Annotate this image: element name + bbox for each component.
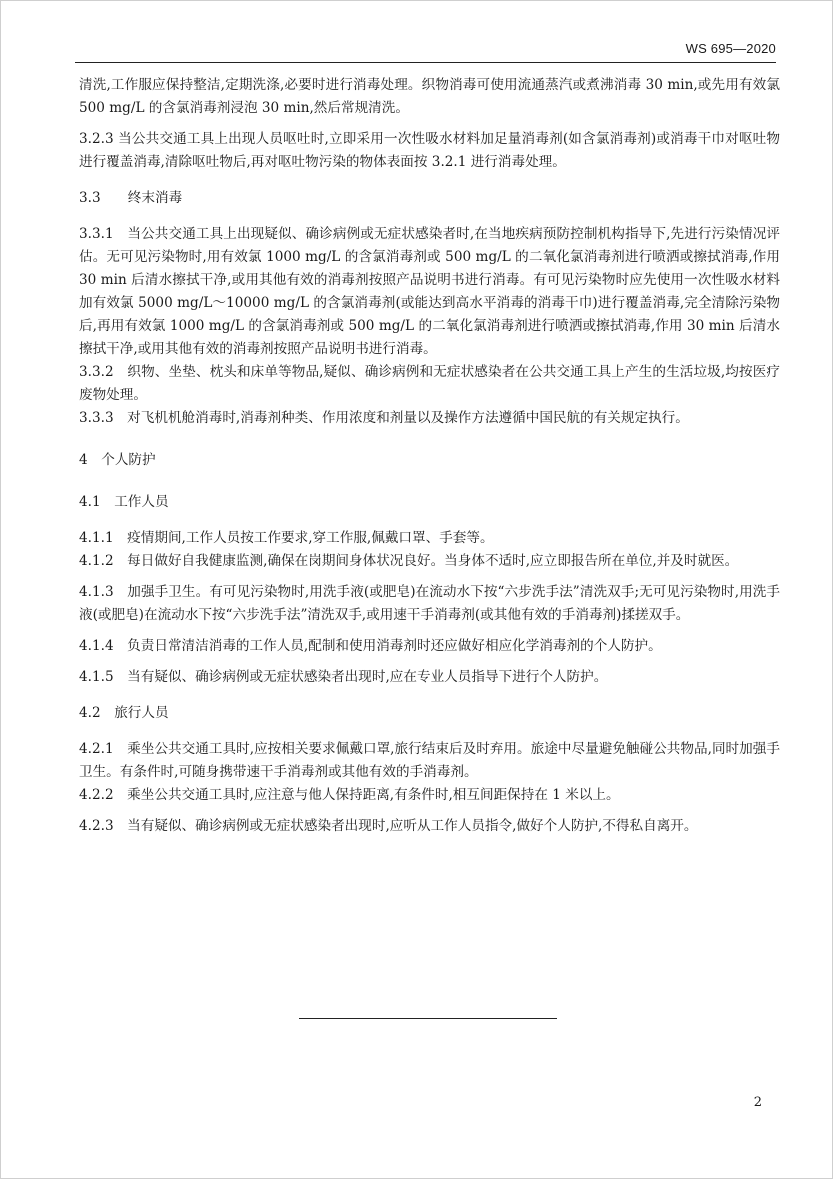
paragraph-4-1-3: 4.1.3 加强手卫生。有可见污染物时,用洗手液(或肥皂)在流动水下按“六步洗手法”清洗双手;无可见污染物时,用洗手液(或肥皂)在流动水下按“六步洗手法”清洗双手,或用速干手消毒剂(或其他有效的手消毒剂)揉搓双手。 bbox=[79, 584, 780, 623]
paragraph-4-2-1: 4.2.1 乘坐公共交通工具时,应按相关要求佩戴口罩,旅行结束后及时弃用。旅途中尽量避免触碰公共物品,同时加强手卫生。有条件时,可随身携带速干手消毒剂或其他有效的手消毒剂。 bbox=[79, 741, 780, 780]
paragraph-4-1-4: 4.1.4 负责日常清洁消毒的工作人员,配制和使用消毒剂时还应做好相应化学消毒剂的个人防护。 bbox=[79, 638, 662, 654]
heading-3-3: 3.3 终末消毒 bbox=[79, 190, 183, 206]
chapter-4-heading: 4 个人防护 bbox=[79, 452, 156, 468]
document-body bbox=[79, 74, 780, 838]
heading-4-1: 4.1 工作人员 bbox=[79, 494, 169, 510]
page-number: 2 bbox=[753, 1095, 762, 1110]
paragraph-3-3-2: 3.3.2 织物、坐垫、枕头和床单等物品,疑似、确诊病例和无症状感染者在公共交通工具上产生的生活垃圾,均按医疗废物处理。 bbox=[79, 364, 780, 403]
paragraph-3-2-2-continued: 清洗,工作服应保持整洁,定期洗涤,必要时进行消毒处理。织物消毒可使用流通蒸汽或煮沸消毒 30 min,或先用有效氯 500 mg/L 的含氯消毒剂浸泡 30 min,然后常规清洗。 bbox=[79, 77, 780, 116]
end-of-document-rule bbox=[299, 1018, 557, 1019]
paragraph-3-3-3: 3.3.3 对飞机机舱消毒时,消毒剂种类、作用浓度和剂量以及操作方法遵循中国民航的有关规定执行。 bbox=[79, 410, 689, 426]
paragraph-3-3-1: 3.3.1 当公共交通工具上出现疑似、确诊病例或无症状感染者时,在当地疾病预防控制机构指导下,先进行污染情况评估。无可见污染物时,用有效氯 1000 mg/L 的含氯消毒剂或 500 mg/L 的二氧化氯消毒剂进行喷洒或擦拭消毒,作用 30 min 后清水擦拭干净,或用其他有效的消毒剂按照产品说明书进行消毒。有可见污染物时应先使用一次性吸水材料加有效氯 5000 mg/L～10000 mg/L 的含氯消毒剂(或能达到高水平消毒的消毒干巾)进行覆盖消毒,完全清除污染物后,再用有效氯 1000 mg/L 的含氯消毒剂或 500 mg/L 的二氧化氯消毒剂进行喷洒或擦拭消毒,作用 30 min 后清水擦拭干净,或用其他有效的消毒剂按照产品说明书进行消毒。 bbox=[79, 226, 780, 357]
paragraph-4-1-1: 4.1.1 疫情期间,工作人员按工作要求,穿工作服,佩戴口罩、手套等。 bbox=[79, 530, 494, 546]
paragraph-4-2-3: 4.2.3 当有疑似、确诊病例或无症状感染者出现时,应听从工作人员指令,做好个人防护,不得私自离开。 bbox=[79, 818, 698, 834]
header-rule bbox=[75, 62, 776, 63]
paragraph-3-2-3: 3.2.3 当公共交通工具上出现人员呕吐时,立即采用一次性吸水材料加足量消毒剂(如含氯消毒剂)或消毒干巾对呕吐物进行覆盖消毒,清除呕吐物后,再对呕吐物污染的物体表面按 3.2.1 进行消毒处理。 bbox=[79, 131, 780, 170]
paragraph-4-2-2: 4.2.2 乘坐公共交通工具时,应注意与他人保持距离,有条件时,相互间距保持在 1 米以上。 bbox=[79, 787, 620, 803]
paragraph-4-1-5: 4.1.5 当有疑似、确诊病例或无症状感染者出现时,应在专业人员指导下进行个人防护。 bbox=[79, 669, 608, 685]
heading-4-2: 4.2 旅行人员 bbox=[79, 705, 169, 721]
standard-number: WS 695—2020 bbox=[685, 41, 776, 56]
paragraph-4-1-2: 4.1.2 每日做好自我健康监测,确保在岗期间身体状况良好。当身体不适时,应立即报告所在单位,并及时就医。 bbox=[79, 553, 739, 569]
